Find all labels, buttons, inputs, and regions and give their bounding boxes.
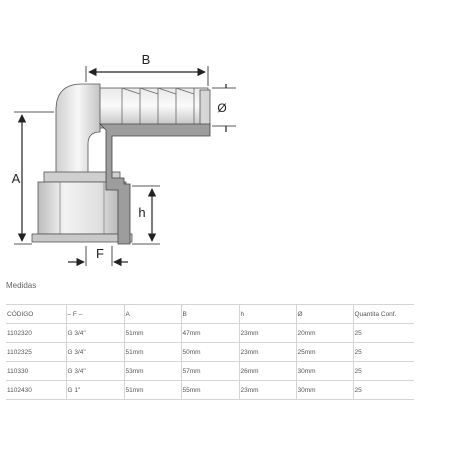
column-header-b: B: [181, 305, 239, 324]
dimension-a-label: A: [11, 171, 21, 186]
dimension-f: [68, 246, 128, 266]
cell-f: G 1": [66, 381, 124, 400]
cell-f: G 3/4": [66, 324, 124, 343]
cell-a: 51mm: [124, 381, 181, 400]
table-row: [6, 324, 414, 343]
cell-a: 53mm: [124, 362, 181, 381]
cell-diameter: 30mm: [296, 381, 353, 400]
cell-quantity: 25: [353, 343, 414, 362]
cell-codigo: 1102320: [6, 324, 66, 343]
column-header-quantity: Quantita Conf.: [353, 305, 414, 324]
cell-f: G 3/4": [66, 343, 124, 362]
column-header-diameter: Ø: [296, 305, 353, 324]
cell-diameter: 20mm: [296, 324, 353, 343]
cell-h: 23mm: [239, 324, 296, 343]
cell-b: 50mm: [181, 343, 239, 362]
cell-h: 26mm: [239, 362, 296, 381]
dimension-diameter-label: Ø: [217, 101, 227, 115]
cell-quantity: 25: [353, 362, 414, 381]
dimension-h: [132, 186, 160, 244]
cell-codigo: 110330: [6, 362, 66, 381]
table-row: [6, 362, 414, 381]
column-header-h: h: [239, 305, 296, 324]
cell-h: 23mm: [239, 381, 296, 400]
cell-diameter: 30mm: [296, 362, 353, 381]
dimension-diameter: [212, 84, 236, 132]
cell-b: 55mm: [181, 381, 239, 400]
dimension-b-label: B: [141, 52, 151, 67]
cell-quantity: 25: [353, 324, 414, 343]
table-row: [6, 343, 414, 362]
cell-a: 51mm: [124, 324, 181, 343]
section-title: Medidas: [6, 281, 37, 290]
cell-codigo: 1102325: [6, 343, 66, 362]
dimension-f-label: F: [96, 246, 104, 261]
column-header-codigo: CÓDIGO: [6, 305, 66, 324]
cell-b: 57mm: [181, 362, 239, 381]
cell-quantity: 25: [353, 381, 414, 400]
cell-b: 47mm: [181, 324, 239, 343]
column-header-a: A: [124, 305, 181, 324]
column-header-f: – F –: [66, 305, 124, 324]
cell-diameter: 25mm: [296, 343, 353, 362]
cell-f: G 3/4": [66, 362, 124, 381]
cell-codigo: 1102430: [6, 381, 66, 400]
cell-a: 51mm: [124, 343, 181, 362]
table-header-row: [6, 305, 414, 324]
specs-table: [6, 304, 414, 400]
table-row: [6, 381, 414, 400]
dimension-h-label: h: [138, 205, 146, 220]
cell-h: 23mm: [239, 343, 296, 362]
dimension-b: [86, 52, 208, 86]
